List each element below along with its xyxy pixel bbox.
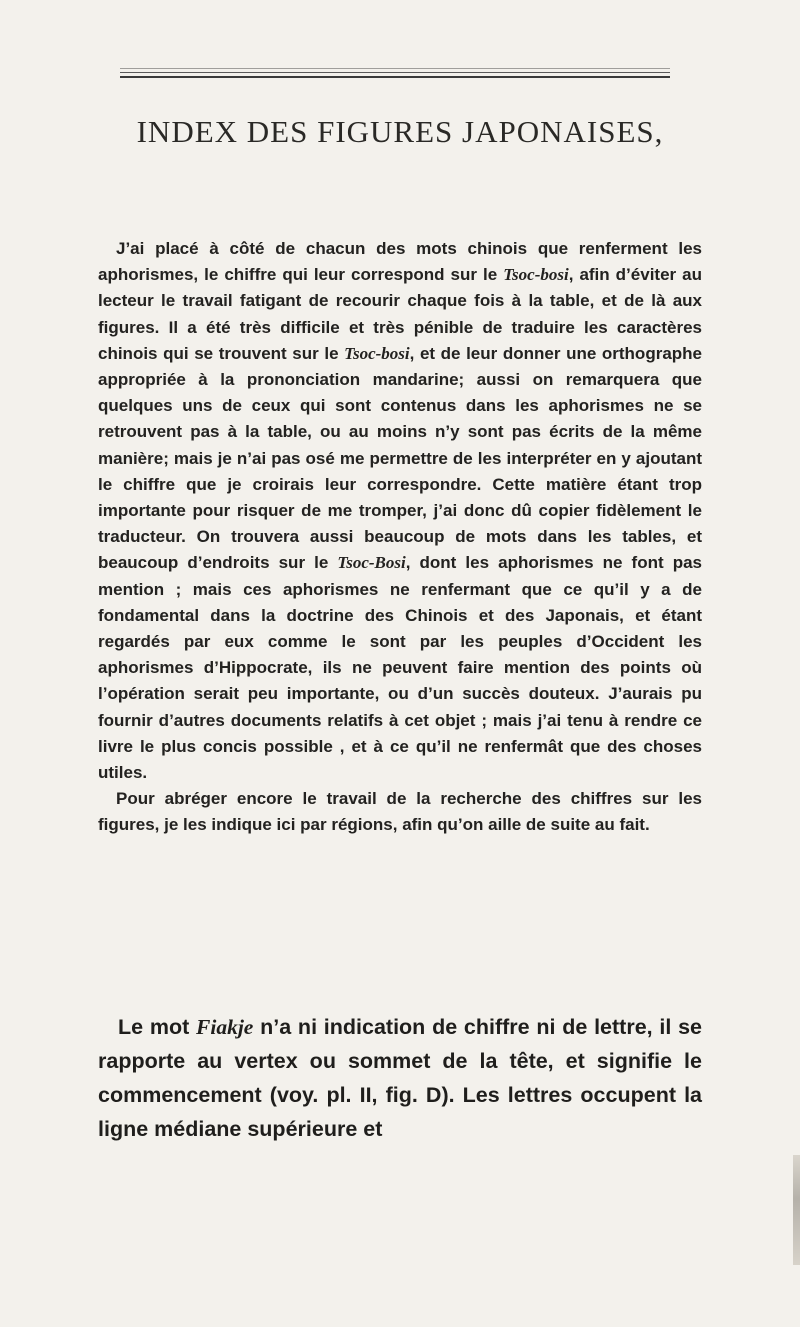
header-rule [120,76,670,78]
paragraph-1 [98,236,702,786]
text-run: , dont les aphorismes ne font pas mention ; mais ces aphorismes ne renfermant que ce qu’il y a de fondamental dans la doctrine des Chinois et des Japonais, et étant regardés par eux comme le sont par les peuples d’Occident les aphorismes d’Hippocrate, ils ne peuvent faire mention des points où l’opération serait peu importante, ou d’un succès douteux. J’aurais pu fournir d’autres documents relatifs à cet objet ; mais j’ai tenu à rendre ce livre le plus concis possible , et à ce qu’il ne renfermât que des choses utiles. [98,553,702,783]
page-title: INDEX DES FIGURES JAPONAISES, [136,114,664,149]
term-fiakje: Fiakje [196,1015,254,1039]
header-rules [120,68,670,81]
text-run: , et de leur donner une orthographe appropriée à la prononciation mandarine; aussi on remarquera que quelques uns de ceux qui sont contenus dans les aphorismes ne se retrouvent pas à la table, ou au moins n’y sont pas écrits de la même manière; mais je n’ai pas osé me permettre de les interpréter en y ajoutant le chiffre que je croirais leur correspondre. Cette matière étant trop importante pour risquer de me tromper, j’ai donc dû copier fidèlement le traducteur. On trouvera aussi beaucoup de mots dans les tables, et beaucoup d’endroits sur le [98,343,702,573]
text-run: n’a ni indication de chiffre ni de lettre, il se rapporte au vertex ou sommet de la tête, et signifie le commencement (voy. pl. II, fig. D). Les lettres occupent la ligne médiane supérieure et [98,1015,702,1141]
term-tsoc-bosi: Tsoc-bosi [503,265,569,285]
text-run: , afin d’éviter au lecteur le travail fatigant de recourir chaque fois à la table, et de là aux figures. Il a été très difficile et très pénible de traduire les caractères chinois qui se trouvent sur le [98,265,702,363]
term-tsoc-bosi: Tsoc-bosi [344,343,410,363]
paragraph-2: Pour abréger encore le travail de la recherche des chiffres sur les figures, je les indique ici par régions, afin qu’on aille de suite au fait. [98,789,702,835]
paragraph-3 [98,1010,702,1146]
large-text-section [98,1010,702,1146]
text-run: J’ai placé à côté de chacun des mots chinois que renferment les aphorismes, le chiffre qui leur correspond sur le [98,239,702,285]
header-rule [120,72,670,73]
body-text [98,236,702,839]
header-rule [120,68,670,69]
text-run: Le mot [118,1015,197,1039]
page-edge-shadow [793,1155,800,1265]
term-tsoc-bosi: Tsoc-Bosi [337,553,406,573]
